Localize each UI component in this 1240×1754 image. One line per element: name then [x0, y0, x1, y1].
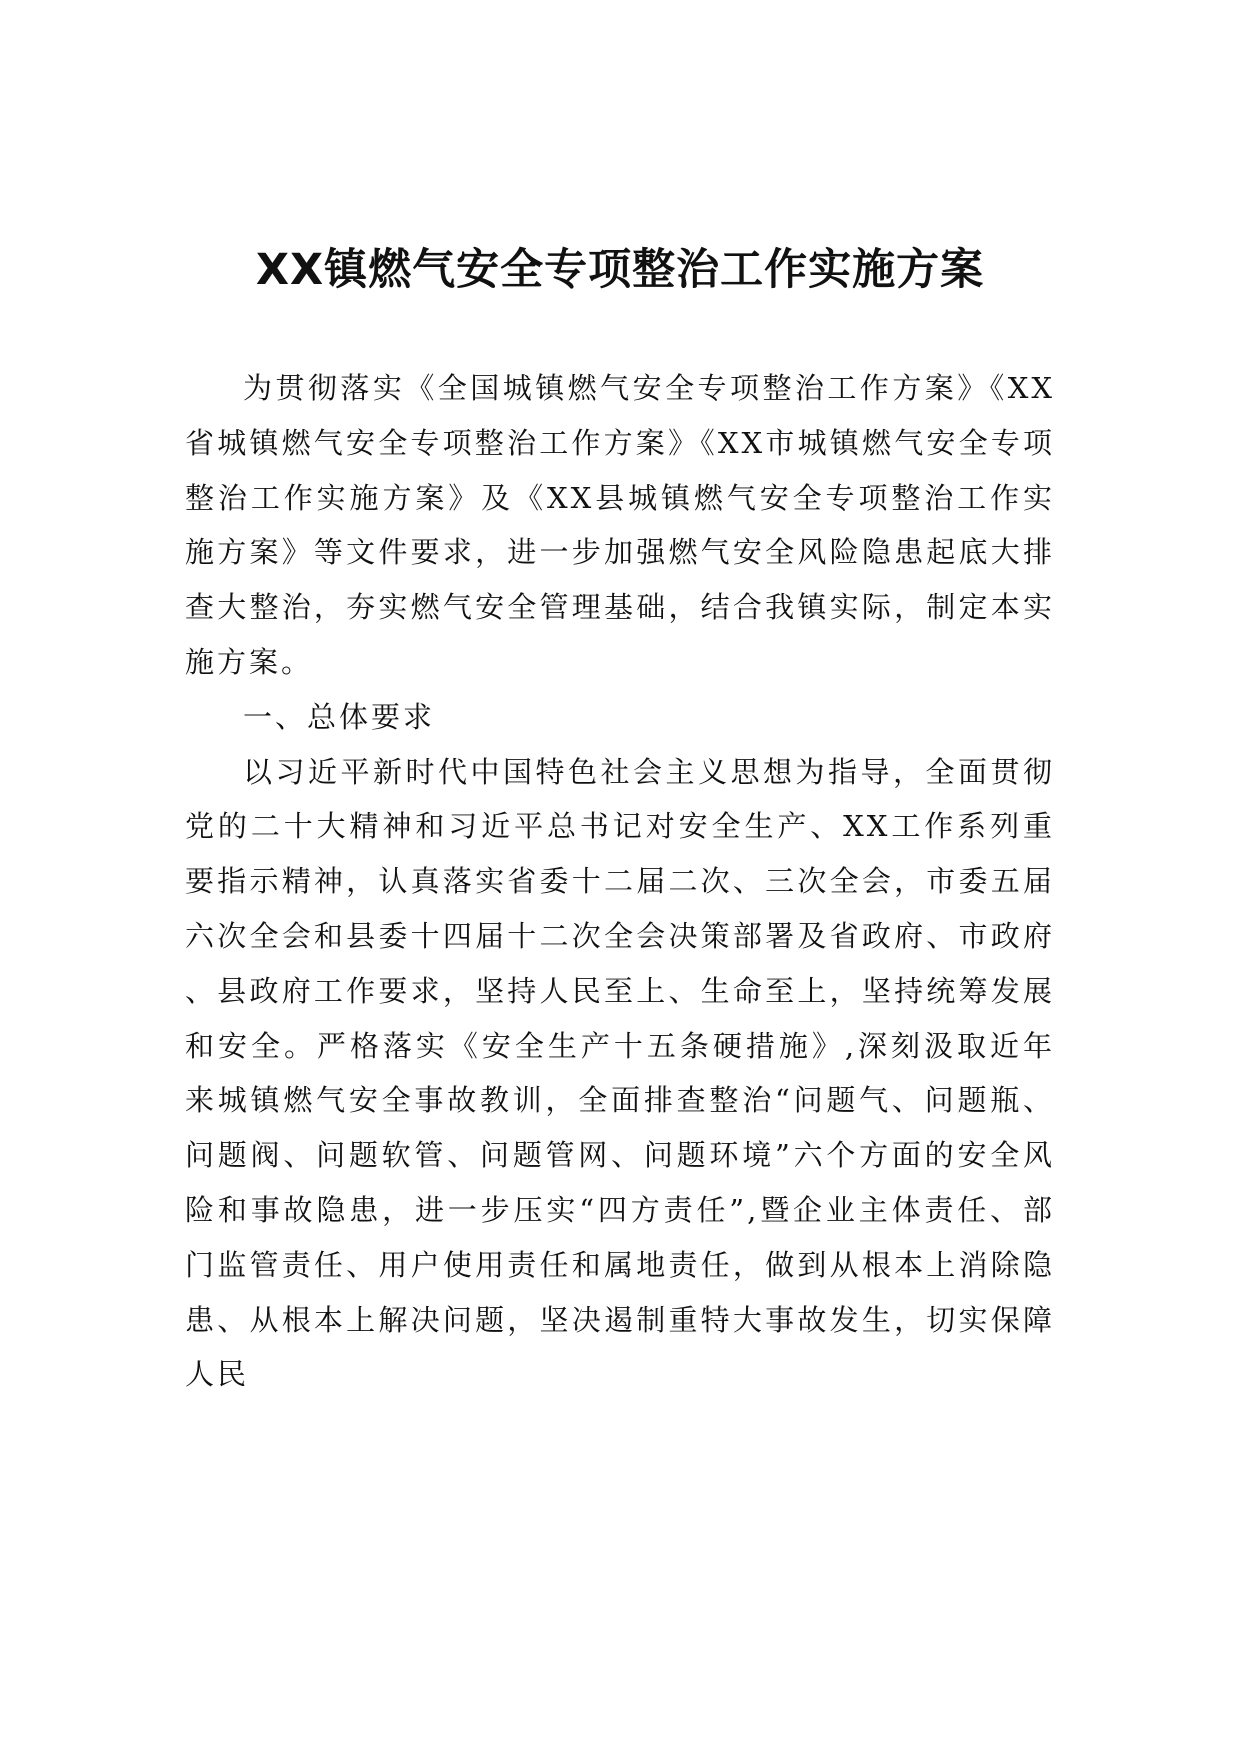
document-title: XX镇燃气安全专项整治工作实施方案 — [255, 245, 985, 295]
intro-paragraph: 为贯彻落实《全国城镇燃气安全专项整治工作方案》《XX省城镇燃气安全专项整治工作方案》《XX市城镇燃气安全专项整治工作实施方案》及《XX县城镇燃气安全专项整治工作实施方案》等文件要求，进一步加强燃气安全风险隐患起底大排查大整治，夯实燃气安全管理基础，结合我镇实际，制定本实施方案。 — [185, 371, 1055, 679]
overall-requirements-paragraph: 以习近平新时代中国特色社会主义思想为指导，全面贯彻党的二十大精神和习近平总书记对安全生产、XX工作系列重要指示精神，认真落实省委十二届二次、三次全会，市委五届六次全会和县委十四届十二次全会决策部署及省政府、市政府、县政府工作要求，坚持人民至上、生命至上，坚持统筹发展和安全。严格落实《安全生产十五条硬措施》,深刻汲取近年来城镇燃气安全事故教训，全面排查整治“问题气、问题瓶、问题阀、问题软管、问题管网、问题环境”六个方面的安全风险和事故隐患，进一步压实“四方责任”,暨企业主体责任、部门监管责任、用户使用责任和属地责任，做到从根本上消除隐患、从根本上解决问题，坚决遏制重特大事故发生，切实保障人民 — [185, 754, 1055, 1392]
document-body — [185, 361, 1055, 1402]
section-heading-overall-requirements: 一、总体要求 — [243, 699, 436, 734]
